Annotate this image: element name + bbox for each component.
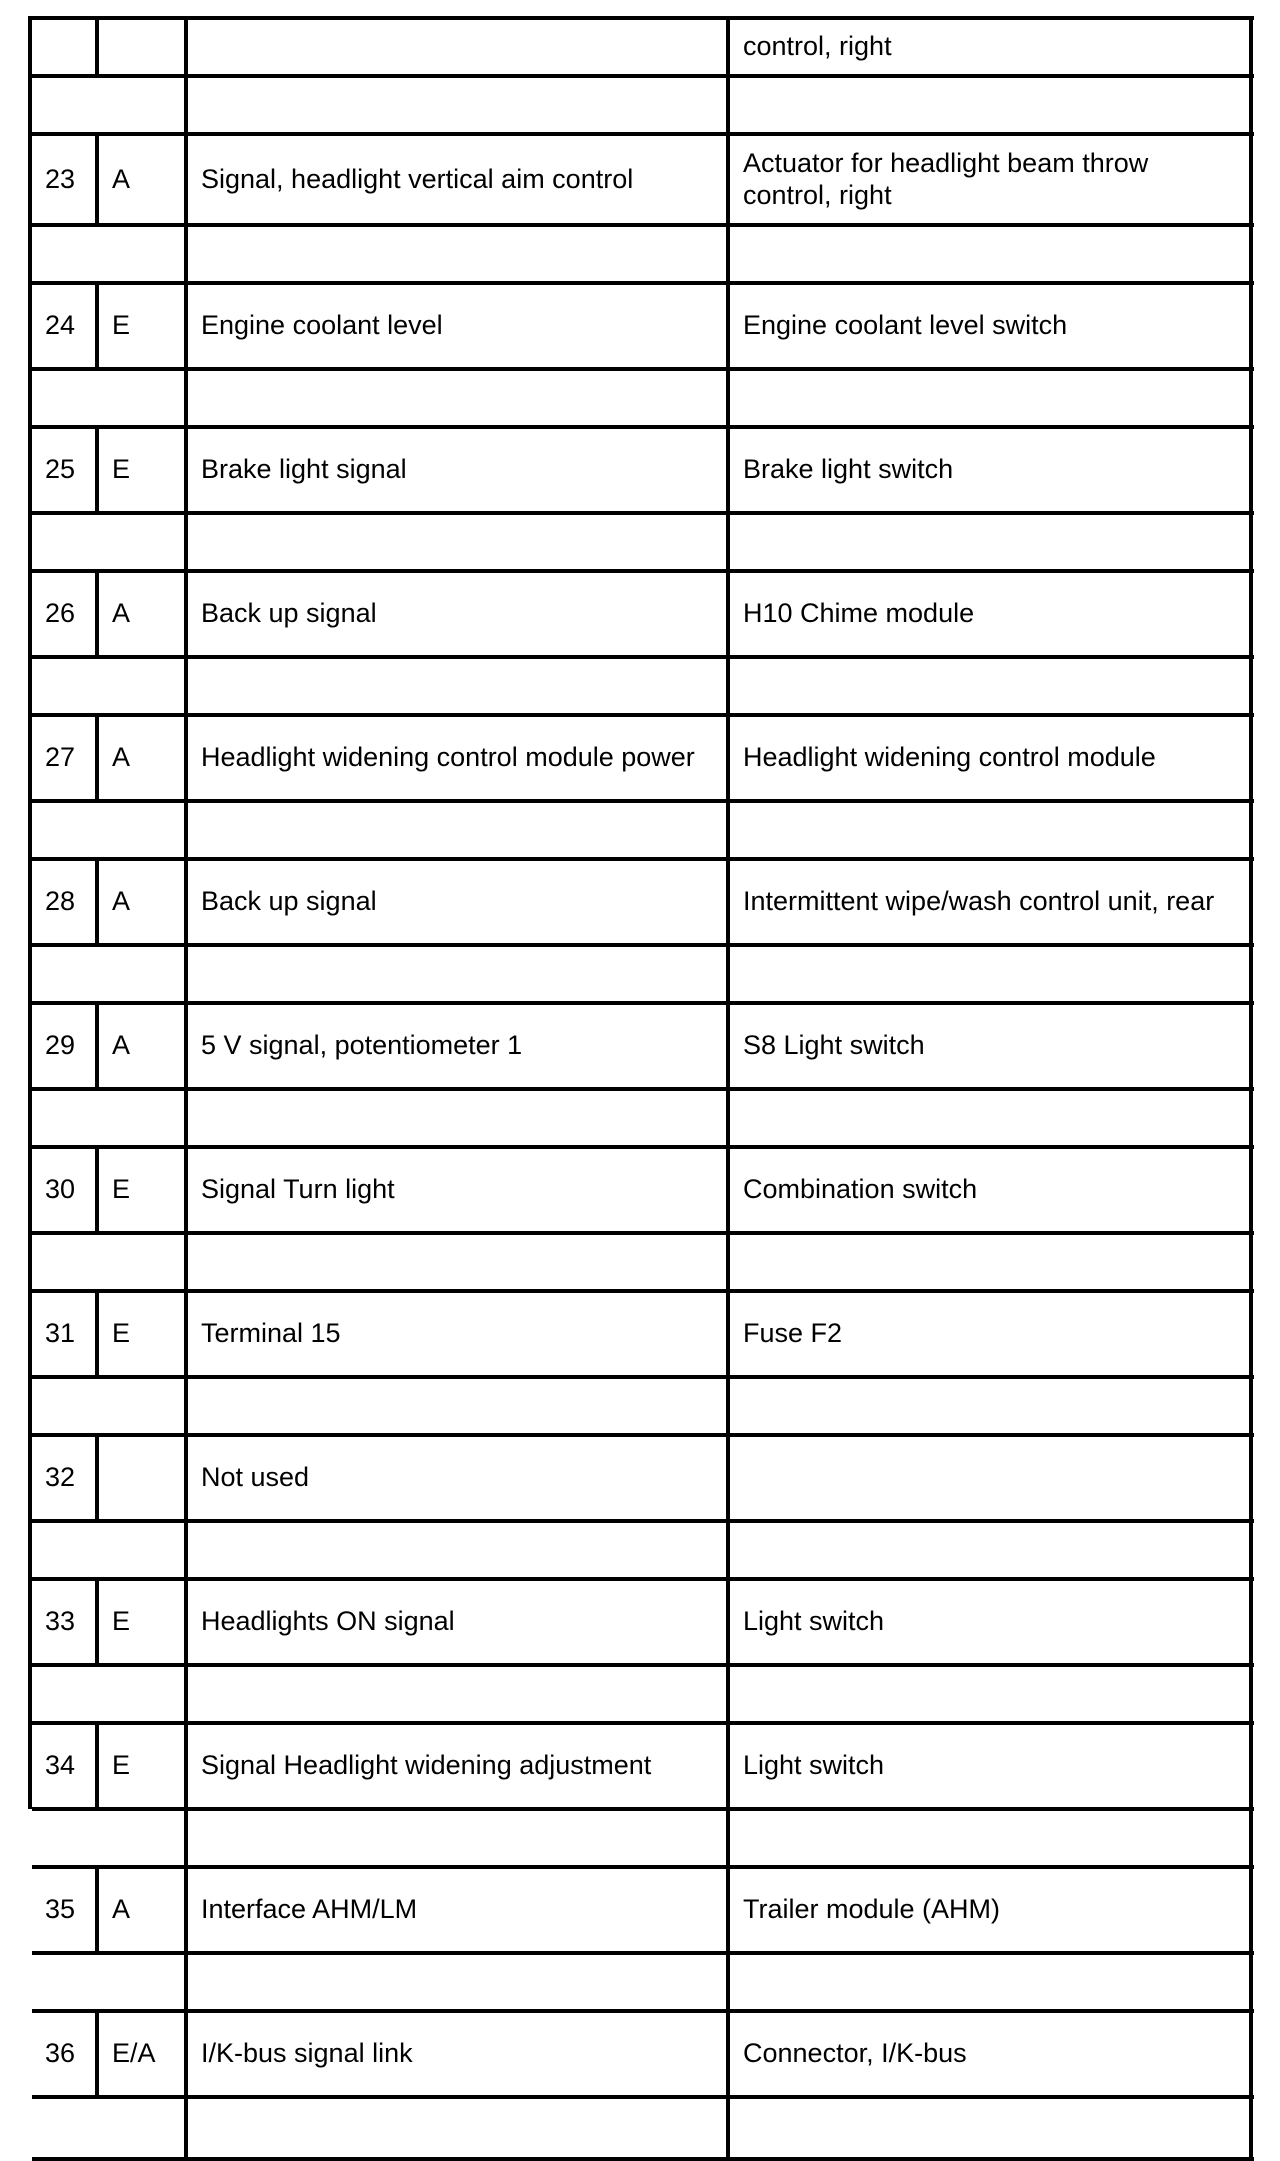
empty-cell (32, 1523, 188, 1577)
empty-cell (188, 803, 730, 857)
table-row (32, 1725, 1254, 1811)
component-cell: control, right (730, 20, 1253, 74)
empty-cell (188, 1811, 730, 1865)
table-row (32, 1581, 1254, 1667)
signal-description-cell: Back up signal (188, 573, 730, 655)
empty-cell (32, 1379, 188, 1433)
pin-cell: 25 (32, 429, 99, 511)
component-cell: Actuator for headlight beam throw control, right (730, 136, 1253, 223)
type-cell: E (99, 1581, 188, 1663)
empty-cell (730, 515, 1253, 569)
signal-description-cell (188, 20, 730, 74)
table-row (32, 1149, 1254, 1235)
pin-cell: 33 (32, 1581, 99, 1663)
signal-description-cell: Back up signal (188, 861, 730, 943)
type-cell: A (99, 136, 188, 223)
spacer-row (32, 803, 1254, 861)
empty-cell (188, 227, 730, 281)
empty-cell (730, 1667, 1253, 1721)
signal-description-cell: Headlights ON signal (188, 1581, 730, 1663)
table-row (32, 573, 1254, 659)
empty-cell (32, 1955, 188, 2009)
signal-description-cell: 5 V signal, potentiometer 1 (188, 1005, 730, 1087)
pin-cell: 34 (32, 1725, 99, 1807)
spacer-row (32, 2099, 1254, 2161)
empty-cell (730, 1235, 1253, 1289)
type-cell: E/A (99, 2013, 188, 2095)
empty-cell (730, 803, 1253, 857)
empty-cell (730, 371, 1253, 425)
table-row (32, 2013, 1254, 2099)
component-cell: Brake light switch (730, 429, 1253, 511)
empty-cell (32, 371, 188, 425)
empty-cell (188, 1667, 730, 1721)
pin-cell: 36 (32, 2013, 99, 2095)
pin-cell: 27 (32, 717, 99, 799)
component-cell: Light switch (730, 1725, 1253, 1807)
component-cell: S8 Light switch (730, 1005, 1253, 1087)
component-cell: Light switch (730, 1581, 1253, 1663)
pin-cell: 32 (32, 1437, 99, 1519)
table-row (32, 20, 1254, 78)
empty-cell (188, 515, 730, 569)
table-row (32, 429, 1254, 515)
empty-cell (188, 1235, 730, 1289)
spacer-row (32, 371, 1254, 429)
empty-cell (32, 947, 188, 1001)
component-cell: Combination switch (730, 1149, 1253, 1231)
pin-cell: 35 (32, 1869, 99, 1951)
signal-description-cell: Signal, headlight vertical aim control (188, 136, 730, 223)
empty-cell (730, 1811, 1253, 1865)
empty-cell (32, 1811, 188, 1865)
pin-cell: 24 (32, 285, 99, 367)
type-cell: A (99, 861, 188, 943)
signal-description-cell: Signal Turn light (188, 1149, 730, 1231)
type-cell: E (99, 1725, 188, 1807)
signal-description-cell: Terminal 15 (188, 1293, 730, 1375)
type-cell: E (99, 429, 188, 511)
component-cell: Connector, I/K-bus (730, 2013, 1253, 2095)
type-cell: E (99, 1149, 188, 1231)
empty-cell (32, 2099, 188, 2157)
spacer-row (32, 1523, 1254, 1581)
table-row (32, 1437, 1254, 1523)
empty-cell (730, 1523, 1253, 1577)
spacer-row (32, 78, 1254, 136)
empty-cell (730, 1955, 1253, 2009)
type-cell: A (99, 1869, 188, 1951)
empty-cell (32, 1667, 188, 1721)
empty-cell (32, 659, 188, 713)
spacer-row (32, 1379, 1254, 1437)
spacer-row (32, 1667, 1254, 1725)
spacer-row (32, 659, 1254, 717)
component-cell: H10 Chime module (730, 573, 1253, 655)
pin-assignment-table (28, 16, 1254, 2069)
table-row (32, 1005, 1254, 1091)
type-cell (99, 20, 188, 74)
empty-cell (730, 659, 1253, 713)
pin-cell: 31 (32, 1293, 99, 1375)
signal-description-cell: Signal Headlight widening adjustment (188, 1725, 730, 1807)
spacer-row (32, 1811, 1254, 1869)
component-cell: Trailer module (AHM) (730, 1869, 1253, 1951)
spacer-row (32, 1955, 1254, 2013)
component-cell: Intermittent wipe/wash control unit, rear (730, 861, 1253, 943)
table-row (32, 1869, 1254, 1955)
type-cell: A (99, 1005, 188, 1087)
type-cell: A (99, 717, 188, 799)
empty-cell (730, 1379, 1253, 1433)
table-row (32, 861, 1254, 947)
empty-cell (188, 2099, 730, 2157)
empty-cell (188, 659, 730, 713)
spacer-row (32, 947, 1254, 1005)
empty-cell (730, 227, 1253, 281)
component-cell: Engine coolant level switch (730, 285, 1253, 367)
empty-cell (32, 1235, 188, 1289)
pin-cell: 28 (32, 861, 99, 943)
spacer-row (32, 515, 1254, 573)
empty-cell (188, 371, 730, 425)
component-cell (730, 1437, 1253, 1519)
empty-cell (188, 78, 730, 132)
pin-cell (32, 20, 99, 74)
spacer-row (32, 1235, 1254, 1293)
pin-cell: 29 (32, 1005, 99, 1087)
table-row (32, 1293, 1254, 1379)
type-cell: A (99, 573, 188, 655)
empty-cell (32, 803, 188, 857)
spacer-row (32, 1091, 1254, 1149)
table-row (32, 285, 1254, 371)
signal-description-cell: Engine coolant level (188, 285, 730, 367)
signal-description-cell: I/K-bus signal link (188, 2013, 730, 2095)
empty-cell (730, 1091, 1253, 1145)
empty-cell (188, 1379, 730, 1433)
component-cell: Fuse F2 (730, 1293, 1253, 1375)
spacer-row (32, 227, 1254, 285)
type-cell: E (99, 285, 188, 367)
empty-cell (188, 947, 730, 1001)
empty-cell (188, 1091, 730, 1145)
signal-description-cell: Not used (188, 1437, 730, 1519)
component-cell: Headlight widening control module (730, 717, 1253, 799)
empty-cell (188, 1955, 730, 2009)
signal-description-cell: Brake light signal (188, 429, 730, 511)
signal-description-cell: Interface AHM/LM (188, 1869, 730, 1951)
pin-cell: 30 (32, 1149, 99, 1231)
pin-cell: 23 (32, 136, 99, 223)
type-cell: E (99, 1293, 188, 1375)
signal-description-cell: Headlight widening control module power (188, 717, 730, 799)
type-cell (99, 1437, 188, 1519)
empty-cell (32, 515, 188, 569)
pin-cell: 26 (32, 573, 99, 655)
empty-cell (730, 78, 1253, 132)
empty-cell (188, 1523, 730, 1577)
table-row (32, 717, 1254, 803)
table-row (32, 136, 1254, 227)
empty-cell (32, 78, 188, 132)
empty-cell (32, 227, 188, 281)
empty-cell (730, 2099, 1253, 2157)
empty-cell (730, 947, 1253, 1001)
empty-cell (32, 1091, 188, 1145)
